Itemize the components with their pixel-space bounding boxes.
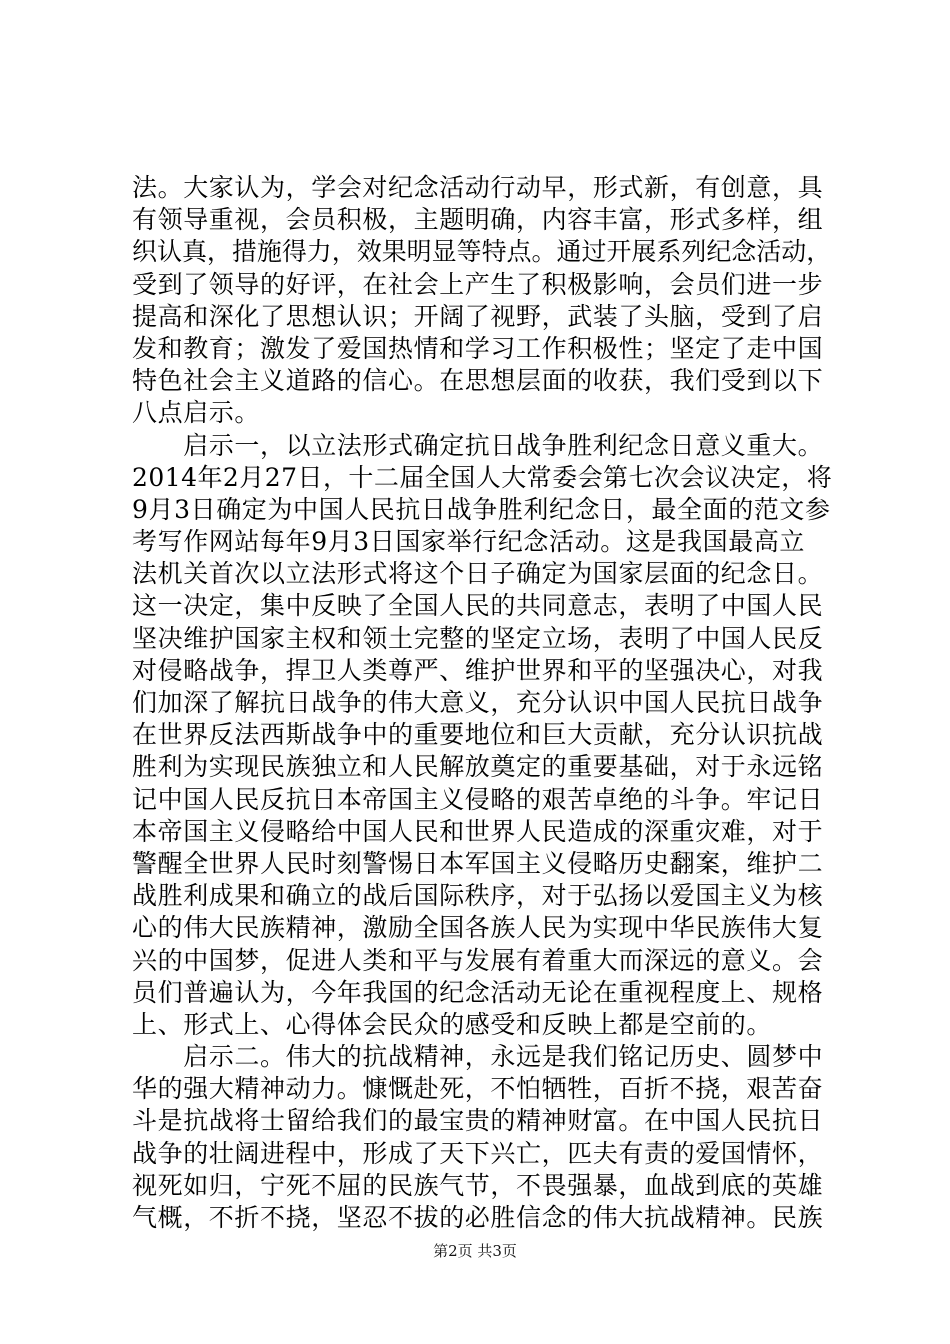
text-line: 兴的中国梦，促进人类和平与发展有着重大而深远的意义。会 bbox=[132, 945, 824, 975]
text-line: 警醒全世界人民时刻警惕日本军国主义侵略历史翻案，维护二 bbox=[132, 848, 824, 878]
text-line: 受到了领导的好评，在社会上产生了积极影响，会员们进一步 bbox=[132, 269, 824, 299]
text-line: 启示二。伟大的抗战精神，永远是我们铭记历史、圆梦中 bbox=[132, 1042, 824, 1072]
text-line: 坚决维护国家主权和领土完整的坚定立场，表明了中国人民反 bbox=[132, 623, 824, 653]
document-body bbox=[132, 172, 832, 1234]
text-line: 战胜利成果和确立的战后国际秩序，对于弘扬以爱国主义为核 bbox=[132, 881, 824, 911]
text-line: 八点启示。 bbox=[132, 398, 261, 428]
text-line: 提高和深化了思想认识；开阔了视野，武装了头脑，受到了启 bbox=[132, 301, 824, 331]
text-line: 对侵略战争，捍卫人类尊严、维护世界和平的坚强决心，对我 bbox=[132, 655, 824, 685]
text-line: 战争的壮阔进程中，形成了天下兴亡，匹夫有责的爱国情怀， bbox=[132, 1138, 824, 1168]
page-footer: 第2页 共3页 bbox=[433, 1242, 517, 1260]
text-line: 9月3日确定为中国人民抗日战争胜利纪念日，最全面的范文参 bbox=[132, 494, 831, 524]
text-line: 法。大家认为，学会对纪念活动行动早，形式新，有创意，具 bbox=[132, 173, 824, 202]
text-line: 发和教育；激发了爱国热情和学习工作积极性；坚定了走中国 bbox=[132, 333, 824, 363]
text-line: 2014年2月27日，十二届全国人大常委会第七次会议决定，将 bbox=[132, 462, 833, 492]
text-line: 心的伟大民族精神，激励全国各族人民为实现中华民族伟大复 bbox=[132, 913, 824, 943]
text-line: 特色社会主义道路的信心。在思想层面的收获，我们受到以下 bbox=[132, 366, 824, 396]
text-line: 本帝国主义侵略给中国人民和世界人民造成的深重灾难，对于 bbox=[132, 816, 824, 846]
text-line: 们加深了解抗日战争的伟大意义，充分认识中国人民抗日战争 bbox=[132, 688, 824, 717]
text-line: 考写作网站每年9月3日国家举行纪念活动。这是我国最高立 bbox=[132, 527, 806, 557]
text-line: 织认真，措施得力，效果明显等特点。通过开展系列纪念活动， bbox=[132, 237, 832, 267]
text-line: 记中国人民反抗日本帝国主义侵略的艰苦卓绝的斗争。牢记日 bbox=[132, 784, 824, 814]
text-line: 上、形式上、心得体会民众的感受和反映上都是空前的。 bbox=[132, 1009, 773, 1039]
text-line: 员们普遍认为，今年我国的纪念活动无论在重视程度上、规格 bbox=[132, 977, 824, 1007]
text-line: 这一决定，集中反映了全国人民的共同意志，表明了中国人民 bbox=[132, 591, 824, 621]
text-line: 气概，不折不挠，坚忍不拔的必胜信念的伟大抗战精神。民族 bbox=[132, 1203, 824, 1232]
text-line: 启示一，以立法形式确定抗日战争胜利纪念日意义重大。 bbox=[132, 430, 824, 460]
text-line: 胜利为实现民族独立和人民解放奠定的重要基础，对于永远铭 bbox=[132, 752, 824, 782]
text-line: 有领导重视，会员积极，主题明确，内容丰富，形式多样，组 bbox=[132, 205, 824, 235]
text-line: 华的强大精神动力。慷慨赴死，不怕牺牲，百折不挠，艰苦奋 bbox=[132, 1074, 824, 1104]
text-line: 在世界反法西斯战争中的重要地位和巨大贡献，充分认识抗战 bbox=[132, 720, 824, 750]
text-line: 视死如归，宁死不屈的民族气节，不畏强暴，血战到底的英雄 bbox=[132, 1170, 824, 1200]
text-line: 法机关首次以立法形式将这个日子确定为国家层面的纪念日。 bbox=[132, 559, 824, 589]
text-line: 斗是抗战将士留给我们的最宝贵的精神财富。在中国人民抗日 bbox=[132, 1106, 824, 1136]
